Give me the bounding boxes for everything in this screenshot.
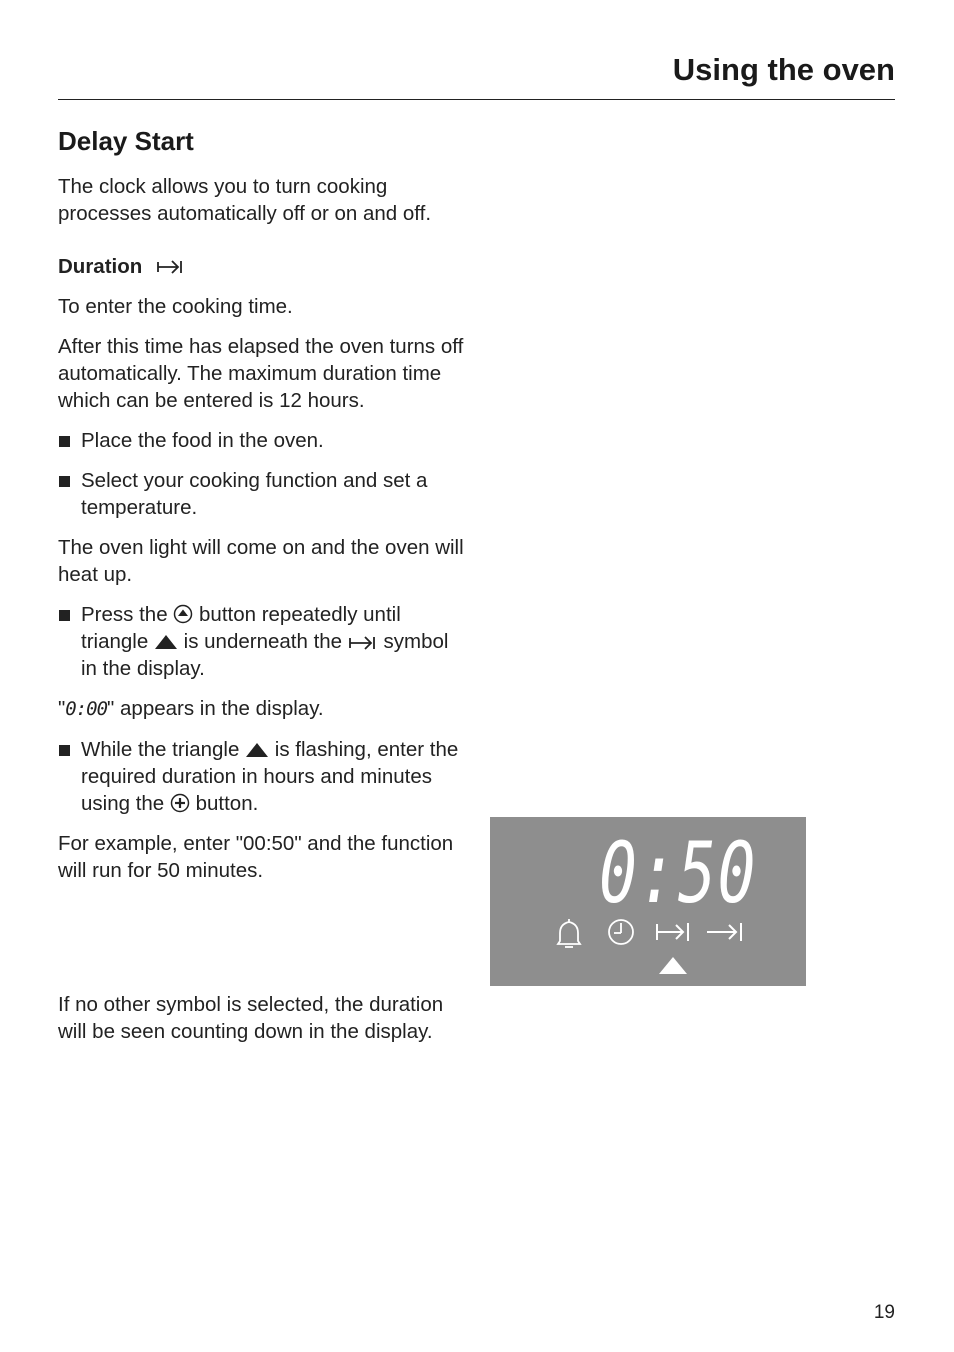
display-shows-text: " appears in the display.	[107, 697, 324, 720]
oven-display-illustration	[490, 817, 806, 986]
bullet-square-icon	[59, 436, 70, 447]
bullet-text-part: While the triangle	[81, 738, 240, 761]
duration-icon	[156, 259, 184, 275]
bullet-text-part: symbol in the display.	[81, 630, 449, 680]
plus-button-icon	[170, 793, 190, 813]
bullet-square-icon	[59, 476, 70, 487]
list-item	[58, 601, 468, 682]
example-paragraph: For example, enter "00:50" and the function will run for 50 minutes.	[58, 832, 454, 882]
duration-icon	[348, 635, 378, 651]
countdown-paragraph: If no other symbol is selected, the duration will be seen counting down in the display.	[58, 993, 444, 1043]
main-column	[58, 124, 468, 1058]
selection-triangle-icon	[659, 957, 687, 974]
display-shows-paragraph: "0:00" appears in the display.	[58, 697, 324, 720]
display-readout: 0:50	[599, 824, 757, 922]
triangle-icon	[245, 741, 269, 759]
list-item	[58, 427, 468, 454]
bullet-text: Select your cooking function and set a temperature.	[81, 469, 428, 519]
duration-heading	[58, 253, 468, 280]
up-button-icon	[173, 604, 193, 624]
segment-readout: 0:00	[65, 698, 108, 720]
page-header-title: Using the oven	[672, 52, 895, 87]
list-item	[58, 467, 468, 521]
duration-heading-label: Duration	[58, 255, 143, 278]
duration-icon	[657, 923, 688, 941]
oven-light-paragraph: The oven light will come on and the oven will heat up.	[58, 536, 464, 586]
bullet-square-icon	[59, 610, 70, 621]
section-title: Delay Start	[58, 126, 194, 156]
duration-explanation: After this time has elapsed the oven turns off automatically. The maximum duration time which can be entered is 12 hours.	[58, 335, 464, 412]
list-item	[58, 736, 468, 817]
display-graphic	[490, 817, 806, 986]
bullet-text-part: is flashing, enter the required duration in hours and minutes using the	[81, 738, 459, 815]
page-number: 19	[873, 1302, 895, 1323]
duration-purpose: To enter the cooking time.	[58, 295, 293, 318]
bullet-square-icon	[59, 745, 70, 756]
end-time-icon	[707, 923, 741, 941]
bullet-text: Place the food in the oven.	[81, 429, 324, 452]
bell-icon	[558, 919, 580, 947]
bullet-text-part: button.	[195, 792, 259, 815]
bullet-text-part: button repeatedly until triangle	[81, 603, 401, 653]
intro-paragraph: The clock allows you to turn cooking processes automatically off or on and off.	[58, 175, 432, 225]
bullet-text-part: Press the	[81, 603, 168, 626]
triangle-icon	[154, 633, 178, 651]
header-divider	[58, 99, 895, 100]
bullet-text-part: is underneath the	[183, 630, 343, 653]
clock-icon	[609, 920, 633, 944]
